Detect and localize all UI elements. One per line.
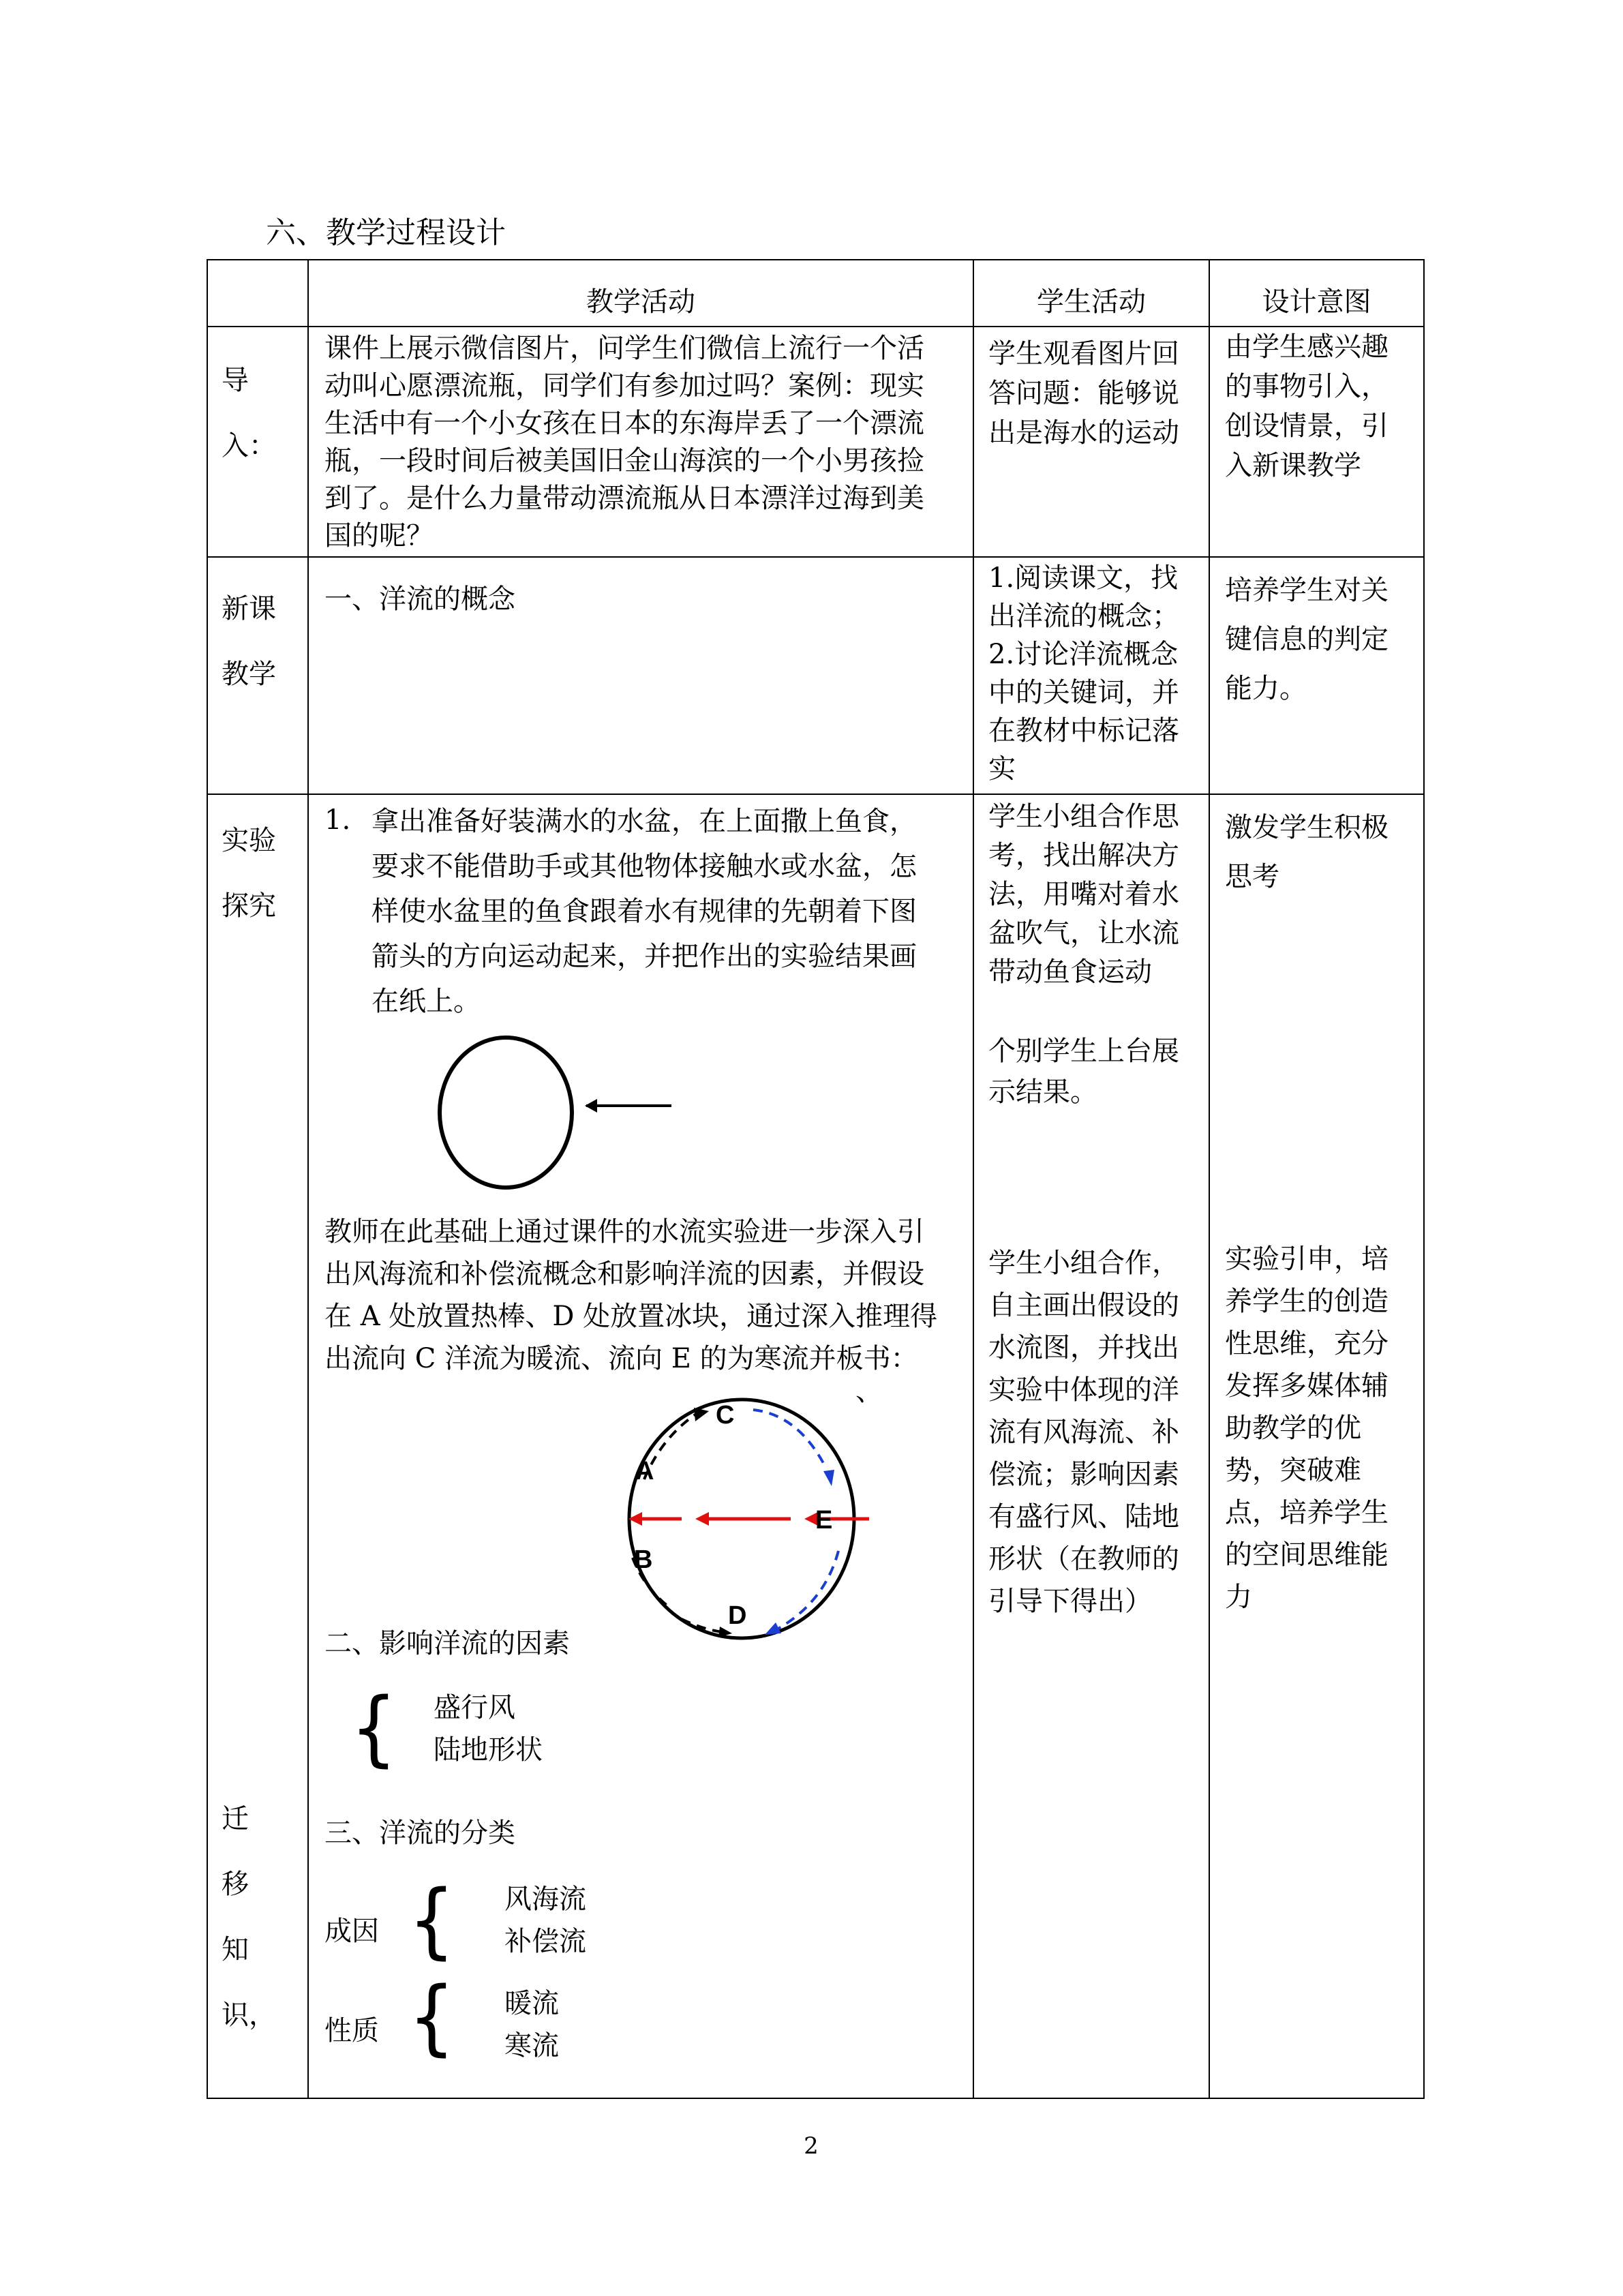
- label-c: C: [716, 1401, 735, 1430]
- row-exp-student-2: 个别学生上台展 示结果。: [988, 1036, 1179, 1108]
- row-exp-label: 实验 探究: [222, 825, 276, 922]
- cause-label: 成因: [324, 1916, 379, 1947]
- label-d: D: [728, 1601, 747, 1630]
- row-new-teacher: 一、洋流的概念: [324, 584, 515, 615]
- header-design-intent: 设计意图: [1262, 286, 1371, 318]
- stray-mark: 、: [855, 1376, 883, 1407]
- blue-current-arrowhead: [823, 1470, 834, 1486]
- basin-circle: [440, 1038, 572, 1188]
- wind-arrow-head: [585, 1099, 597, 1113]
- row-exp-student-3: 学生小组合作， 自主画出假设的 水流图，并找出 实验中体现的洋 流有风海流、补 偿流；影响因素 有盛行风、陆地 形状（在教师的 引导下得出）: [988, 1248, 1179, 1617]
- page-number: 2: [804, 2132, 819, 2160]
- row-exp-student-1: 学生小组合作思 考，找出解决方 法，用嘴对着水 盆吹气，让水流 带动鱼食运动: [988, 801, 1179, 988]
- section-title: 六、教学过程设计: [266, 215, 506, 250]
- black-current-arrowhead: [694, 1408, 709, 1421]
- row-intro-teacher: 课件上展示微信图片，问学生们微信上流行一个活 动叫心愿漂流瓶，同学们有参加过吗？案例：现实 生活中有一个小女孩在日本的东海岸丢了一个漂流 瓶，一段时间后被美国旧金山海滨的一个小男孩捡 到了。是什么力量带动漂流瓶从日本漂洋过海到美 国的呢？: [324, 333, 924, 552]
- teacher-extension-paragraph: 教师在此基础上通过课件的水流实验进一步深入引 出风海流和补偿流概念和影响洋流的因素，并假设 在 A 处放置热棒、D 处放置冰块，通过深入推理得 出流向 C 洋流为暖流、流向 E 的为寒流并板书：: [324, 1216, 938, 1374]
- label-a: A: [635, 1457, 654, 1485]
- cause-list: 风海流 补偿流: [504, 1884, 586, 1957]
- factors-brace: {: [350, 1681, 397, 1776]
- row-new-student: 1.阅读课文，找 出洋流的概念； 2.讨论洋流概念 中的关键词，并 在教材中标记落 实: [988, 562, 1179, 785]
- label-b: B: [634, 1545, 653, 1574]
- row-exp-intent-2: 实验引申，培 养学生的创造 性思维，充分 发挥多媒体辅 助教学的优 势，突破难 点，培养学生 的空间思维能 力: [1225, 1243, 1389, 1613]
- row-new-label: 新课 教学: [222, 593, 276, 690]
- row-new-intent: 培养学生对关 键信息的判定 能力。: [1225, 575, 1389, 704]
- header-teacher-activity: 教学活动: [586, 286, 695, 318]
- experiment-instructions: 拿出准备好装满水的水盆，在上面撒上鱼食， 要求不能借助手或其他物体接触水或水盆，怎 样使水盆里的鱼食跟着水有规律的先朝着下图 箭头的方向运动起来，并把作出的实验结果画 在纸上。: [371, 806, 917, 1017]
- row-intro-intent: 由学生感兴趣 的事物引入， 创设情景，引 入新课教学: [1225, 331, 1389, 481]
- blue-current-arrow: [753, 1410, 825, 1466]
- nature-label: 性质: [324, 2015, 379, 2046]
- row-exp-intent-1: 激发学生积极 思考: [1225, 812, 1389, 892]
- classification-title: 三、洋流的分类: [324, 1817, 515, 1849]
- row-intro-label: 导 入：: [222, 365, 276, 462]
- row-transfer-label: 迁 移 知 识，: [222, 1803, 276, 2031]
- factors-title: 二、影响洋流的因素: [324, 1628, 570, 1659]
- row-intro-student: 学生观看图片回 答问题：能够说 出是海水的运动: [988, 338, 1179, 449]
- cause-brace: {: [408, 1873, 455, 1968]
- nature-brace: {: [408, 1970, 455, 2065]
- blue-current-arrowhead: [765, 1622, 781, 1635]
- basin-diagram: [423, 1023, 682, 1200]
- item-number: 1.: [324, 804, 351, 836]
- nature-list: 暖流 寒流: [504, 1988, 559, 2061]
- factors-list: 盛行风 陆地形状: [434, 1692, 543, 1766]
- current-diagram: [607, 1384, 879, 1643]
- label-e: E: [815, 1506, 833, 1535]
- red-wind-arrowhead: [695, 1512, 709, 1526]
- header-student-activity: 学生活动: [1037, 286, 1146, 318]
